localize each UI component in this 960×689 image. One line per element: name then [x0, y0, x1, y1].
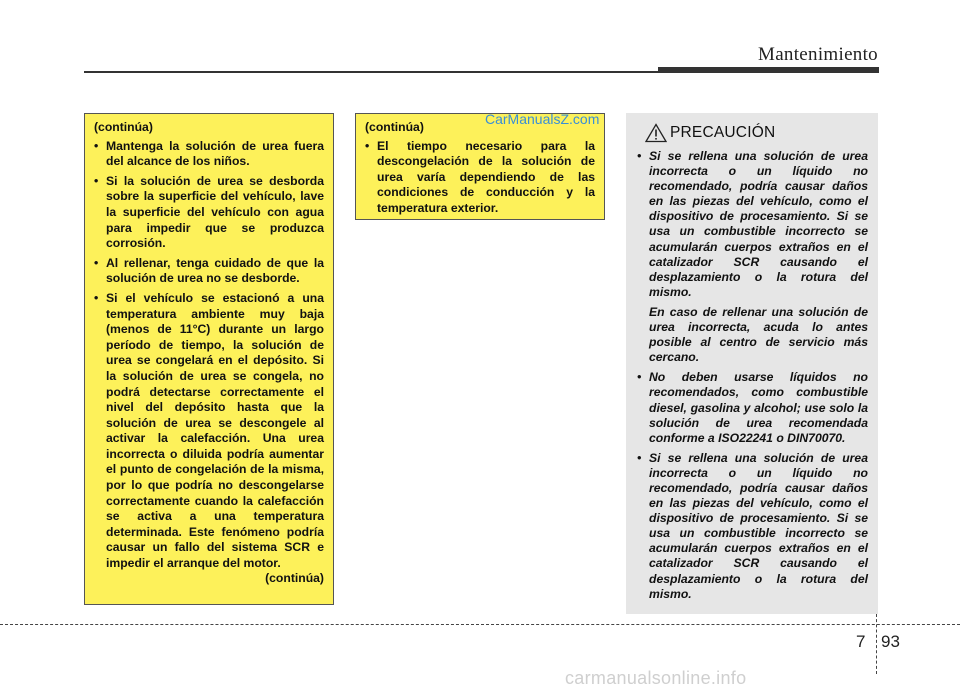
page-number: 93 — [881, 632, 900, 651]
header-rule-thick — [658, 67, 879, 73]
caution-list — [637, 149, 868, 602]
list-item: • Si se rellena una solución de urea incorrecta o un líquido no recomendado, podría causar daños en las piezas del vehículo, como el dispositivo de procesamiento. Si se usa un combustible incorrecto se acumularán cuerpos extraños en el catalizador SCR causando el desplazamiento o la rotura del mismo. — [637, 451, 868, 602]
watermark-bottom: carmanualsonline.info — [565, 668, 747, 688]
caution-item-text: Si se rellena una solución de urea incorrecta o un líquido no recomendado, podría causar daños en las piezas del vehículo, como el dispositivo de procesamiento. Si se usa un combustible incorrecto se acumularán cuerpos extraños en el catalizador SCR causando el desplazamiento o la rotura del mismo. — [649, 149, 868, 299]
note-box-left — [84, 113, 334, 605]
list-item: • Si la solución de urea se desborda sobre la superficie del vehículo, lave la superficie del vehículo con agua para impedir que se produzca corrosión. — [94, 174, 324, 252]
watermark-top: CarManualsZ.com — [485, 111, 600, 127]
caution-item-subparagraph: En caso de rellenar una solución de urea incorrecta, acuda lo antes posible al centro de servicio más cercano. — [649, 304, 868, 365]
caution-title: PRECAUCIÓN — [670, 124, 776, 142]
footer-rule — [0, 624, 960, 625]
continued-label-bottom: (continúa) — [265, 570, 324, 585]
page-number-separator — [876, 614, 877, 674]
warning-triangle-icon — [645, 123, 667, 143]
note-box-middle — [355, 113, 605, 220]
list-item: • Al rellenar, tenga cuidado de que la solución de urea no se desborde. — [94, 256, 324, 287]
list-item — [637, 149, 868, 365]
continued-label-top: (continúa) — [94, 120, 153, 134]
caution-box — [626, 113, 878, 614]
list-item: • Si el vehículo se estacionó a una temperatura ambiente muy baja (menos de 11°C) durante un largo período de tiempo, la solución de urea se congelará en el depósito. Si la solución de urea se congela, no podrá detectarse correctamente el nivel del depósito hasta que la solución de urea se descongele al activar la calefacción. Una urea incorrecta o diluida podría aumentar el punto de congelación de la misma, por lo que podría no descongelarse correctamente cuando la calefacción se activa a una temperatura determinada. Este fenómeno podría causar un fallo del sistema SCR e impedir el arranque del motor. — [94, 291, 324, 572]
list-item: • No deben usarse líquidos no recomendados, como combustible diesel, gasolina y alcohol; use solo la solución de urea recomendada conforme a ISO22241 o DIN70070. — [637, 370, 868, 445]
list-item: • Mantenga la solución de urea fuera del alcance de los niños. — [94, 139, 324, 170]
caution-header — [645, 123, 868, 143]
section-number: 7 — [856, 632, 866, 651]
note-list — [365, 139, 595, 217]
continued-label-top: (continúa) — [365, 120, 424, 134]
header-rule — [84, 71, 658, 73]
list-item: • El tiempo necesario para la descongelación de la solución de urea varía dependiendo de las condiciones de conducción y la temperatura exterior. — [365, 139, 595, 217]
note-list — [94, 139, 324, 572]
page-header-title: Mantenimiento — [758, 44, 878, 65]
